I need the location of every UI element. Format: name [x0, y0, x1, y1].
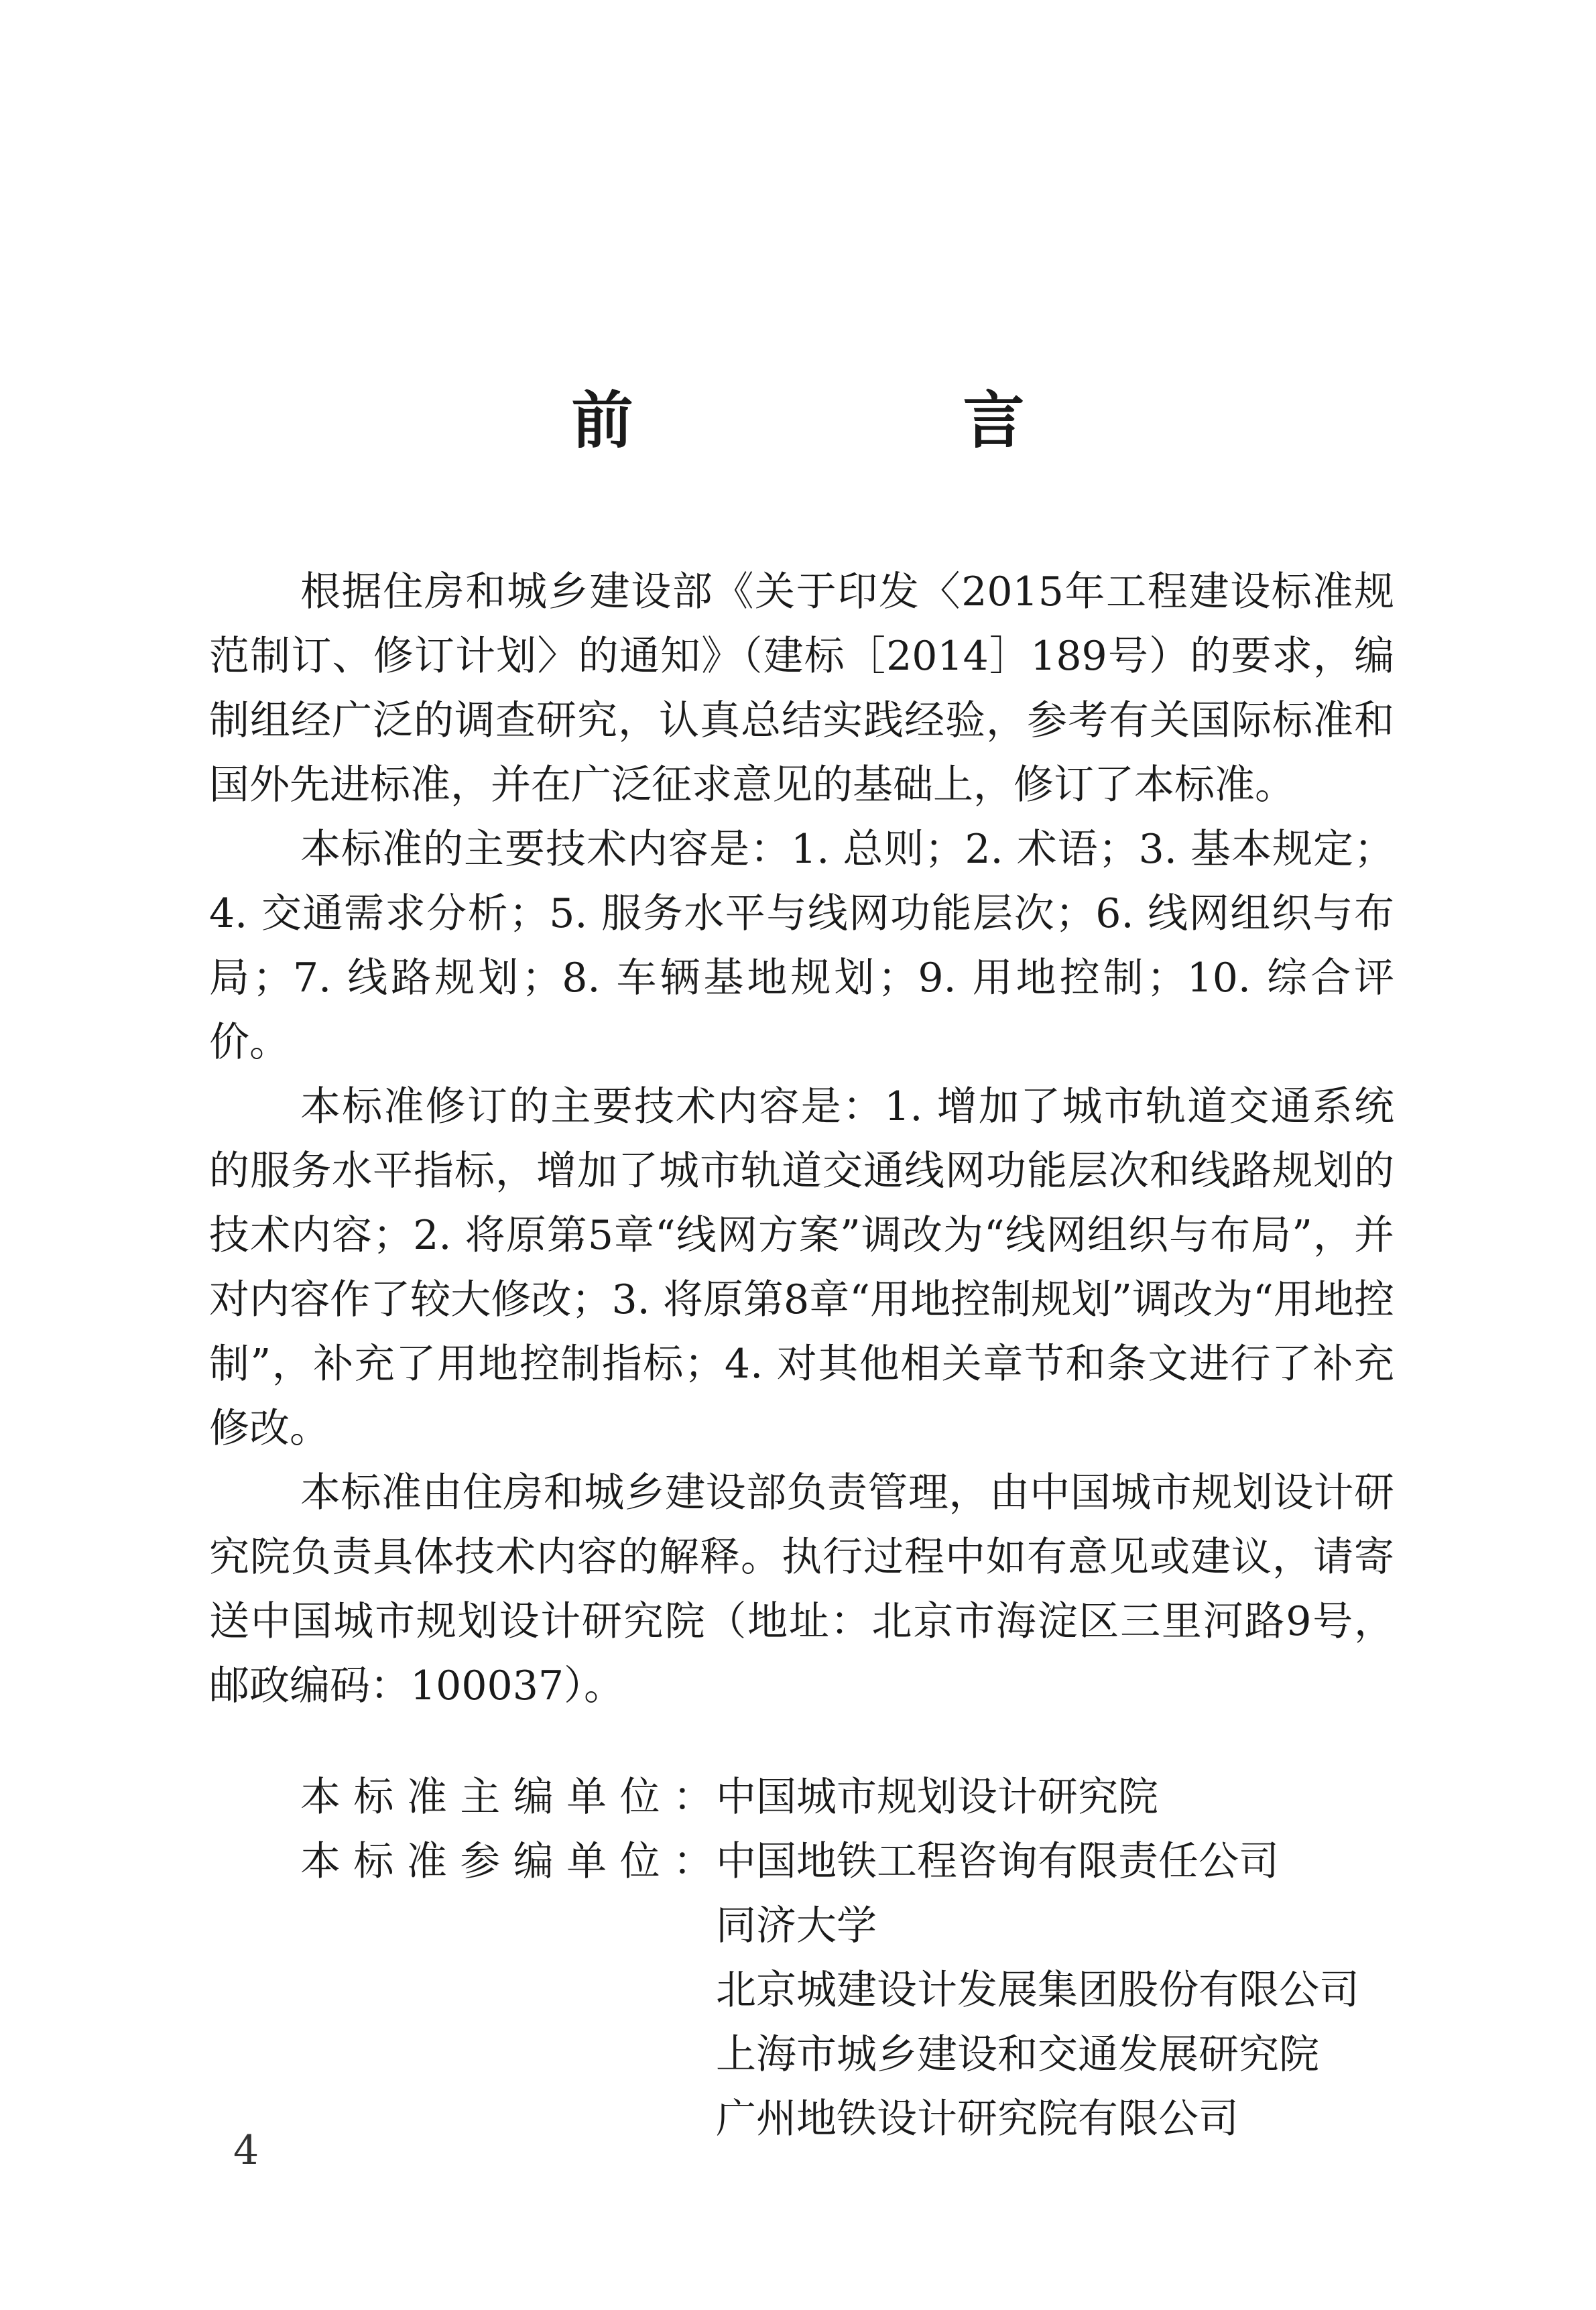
participant-name: 同济大学: [716, 1902, 877, 1949]
preface-body: [209, 560, 1394, 1718]
paragraph-main-contents: 本标准的主要技术内容是：1. 总则；2. 术语；3. 基本规定；4. 交通需求分析；5. 服务水平与线网功能层次；6. 线网组织与布局；7. 线路规划；8. 车辆基地规划；9. 用地控制；10. 综合评价。: [209, 826, 1394, 1066]
participants-names: [716, 1829, 1359, 2151]
participant-name: 上海市城乡建设和交通发展研究院: [716, 2031, 1319, 2078]
chief-editor-name: 中国城市规划设计研究院: [716, 1774, 1158, 1821]
editing-units: [300, 1765, 1359, 2151]
participants-label: 本标准参编单位：: [300, 1838, 716, 1885]
paragraph-revision-basis: 根据住房和城乡建设部《关于印发〈2015年工程建设标准规范制订、修订计划〉的通知》（建标［2014］189号）的要求，编制组经广泛的调查研究，认真总结实践经验，参考有关国际标准和国外先进标准，并在广泛征求意见的基础上，修订了本标准。: [209, 568, 1394, 808]
paragraph-revision-contents: 本标准修订的主要技术内容是：1. 增加了城市轨道交通系统的服务水平指标，增加了城市轨道交通线网功能层次和线路规划的技术内容；2. 将原第5章“线网方案”调改为“线网组织与布局”，并对内容作了较大修改；3. 将原第8章“用地控制规划”调改为“用地控制”，补充了用地控制指标；4. 对其他相关章节和条文进行了补充修改。: [209, 1083, 1394, 1452]
participant-name: 中国地铁工程咨询有限责任公司: [716, 1838, 1279, 1885]
chief-editor-row: [300, 1765, 1359, 1829]
participants-row: [300, 1829, 1359, 2151]
participant-name: 北京城建设计发展集团股份有限公司: [716, 1967, 1359, 2014]
page-number: 4: [233, 2127, 259, 2174]
chief-editor-label: 本标准主编单位：: [300, 1774, 716, 1821]
paragraph-management: 本标准由住房和城乡建设部负责管理，由中国城市规划设计研究院负责具体技术内容的解释。执行过程中如有意见或建议，请寄送中国城市规划设计研究院（地址：北京市海淀区三里河路9号，邮政编码：100037）。: [209, 1469, 1394, 1709]
page-title: 前 言: [571, 385, 1159, 457]
chief-editor-names: [716, 1765, 1158, 1829]
participant-name: 广州地铁设计研究院有限公司: [716, 2095, 1239, 2142]
